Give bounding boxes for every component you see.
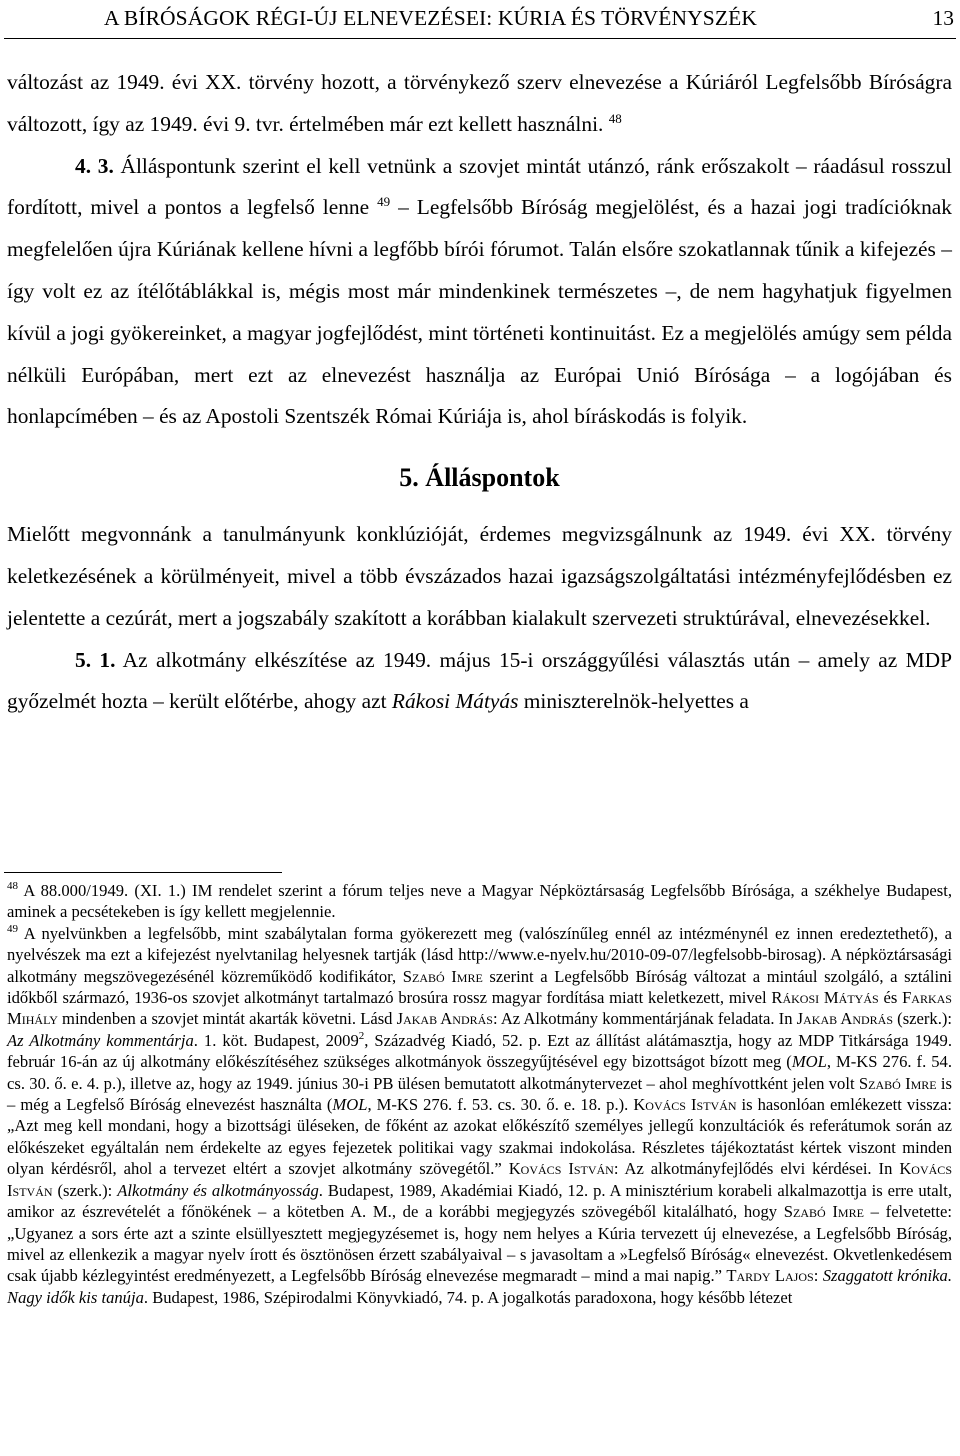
person-name: Rákosi Mátyás bbox=[391, 689, 519, 714]
paragraph-4-3: 4. 3. Álláspontunk szerint el kell vetnünk a szovjet mintát utánzó, ránk erőszakolt – ráadásul rosszul fordított, mivel a pontos a legfelső lenne $^{49}$ – Legfelsőbb Bíróság megjelölést, és a hazai jogi tradícióknak megfelelően újra Kúriának kellene hívni a legfőbb bírói fórumot. Talán elsőre szokatlannak tűnik a kifejezés – így volt ez az ítélőtáblákkal is, mégis most már mindenkinek természetes –, de nem hagyhatjuk figyelmen kívül a jogi gyökereinket, a magyar jogfejlődést, mint történeti kontinuitást. Ez a megjelölés amúgy sem példa nélküli Európában, mert ezt az elnevezést használja az Európai Unió Bírósága – a logójában és honlapcímében – és az Apostoli Szentszék Római Kúriája is, ahol bíráskodás is folyik. bbox=[7, 153, 952, 429]
author-name: Szabó Imre bbox=[402, 966, 483, 986]
author-name: Rákosi Mátyás bbox=[771, 988, 879, 1008]
running-header-title: A BÍRÓSÁGOK RÉGI-ÚJ ELNEVEZÉSEI: KÚRIA ÉS TÖRVÉNYSZÉK bbox=[104, 6, 757, 30]
book-title: Alkotmány és alkotmányosság bbox=[117, 1180, 319, 1200]
running-header bbox=[0, 0, 960, 40]
body-text bbox=[7, 62, 952, 723]
footnote-ref-49[interactable]: 49 bbox=[377, 194, 391, 210]
footnote-ref-48[interactable]: 48 bbox=[608, 110, 622, 126]
archive-abbrev: MOL bbox=[791, 1052, 827, 1072]
paragraph: változást az 1949. évi XX. törvény hozott, a törvénykező szerv elnevezése a Kúriáról Legfelsőbb Bíróságra változott, így az 1949. évi 9. tvr. értelmében már ezt kellett használni. $^{48}$ bbox=[7, 70, 952, 136]
footnote-number: 48 bbox=[7, 880, 18, 892]
edition-superscript: 2 bbox=[358, 1029, 365, 1042]
header-rule bbox=[4, 38, 956, 39]
author-name: Kovács István bbox=[633, 1095, 737, 1115]
paragraph-5-1: 5. 1. Az alkotmány elkészítése az 1949. május 15-i országgyűlési választás után – amely az MDP győzelmét hozta – került előtérbe, ahogy azt Rákosi Mátyás miniszterelnök-helyettes a bbox=[7, 647, 953, 714]
footnote-rule bbox=[4, 872, 282, 873]
paragraph: Mielőtt megvonnánk a tanulmányunk konklúzióját, érdemes megvizsgálnunk az 1949. évi XX. törvény keletkezésének a körülményeit, mivel a több évszázados hazai igazságszolgáltatási intézményfejlődésben ez jelentette a cezúrát, mert a jogszabály szakított a korábban kialakult szervezeti struktúrával, elnevezésekkel. bbox=[7, 522, 952, 630]
page-number: 13 bbox=[932, 6, 954, 30]
section-number-4-3: 4. 3. bbox=[75, 153, 114, 178]
archive-abbrev: MOL bbox=[332, 1095, 368, 1115]
author-name: Tardy Lajos bbox=[726, 1266, 814, 1286]
author-name: Farkas Mihály bbox=[7, 988, 952, 1029]
author-name: Jakab András bbox=[796, 1009, 894, 1029]
author-name: Kovács István bbox=[508, 1159, 614, 1179]
author-name: Kovács István bbox=[7, 1159, 952, 1200]
footnote-49: $^{49}$ A nyelvünkben a legfelsőbb, mint szabálytalan forma gyökerezett meg (valószínűleg ennél az intézménynél ez innen eredeztethető), a nyelvészek ma ezt a kifejezést nyelvtanilag helyesnek tartják (lásd http://www.e-nyelv.hu/2010-09-07/legfelsobb-birosag). A népköztársasági alkotmány megszövegezésénél közreműködő kodifikátor, Szabó Imre szerint a Legfelsőbb Bíróság változat a mintául szolgáló, a sztálini időkből származó, 1936-os szovjet alkotmányt tartalmazó brosúra rossz magyar fordítása miatt keletkezett, mivel Rákosi Mátyás és Farkas Mihály mindenben a szovjet mintát akarták követni. Lásd Jakab András: Az Alkotmány kommentárjának feladata. In Jakab András (szerk.): Az Alkotmány kommentárja. 1. köt. Budapest, 2009$^2$, Századvég Kiadó, 52. p. Ezt az állítást alátámasztja, hogy az MDP Titkársága 1949. február 16-án az új alkotmány előkészítéséhez szükséges alkotmányok összegyűjtésével egy bizottságot bízott meg (MOL, M-KS 276. f. 54. cs. 30. ő. e. 4. p.), illetve az, hogy az 1949. június 30-i PB ülésen bemutatott alkotmánytervezet – ahol meghívottként jelen volt Szabó Imre is – még a Legfelső Bíróság elnevezést használta (MOL, M-KS 276. f. 53. cs. 30. ő. e. 18. p.). Kovács István is hasonlóan emlékezett vissza: „Azt meg kell mondani, hogy a bizottsági üléseken, de főként az azokat előkészítő személyes jellegű konzultációk és referátumok során az előkészeket egyáltalán nem érdekelte az egyes fejezetek politikai vagy szakmai indokolása. Részletes tájékoztatást kértek viszont minden olyan kérdésről, ahol a tervezet eltért a szovjet alkotmány szövegétől.” Kovács István: Az alkotmányfejlődés elvi kérdései. In Kovács István (szerk.): Alkotmány és alkotmányosság. Budapest, 1989, Akadémiai Kiadó, 12. p. A minisztérium korabeli alkalmazottja is erre utalt, amikor az észrevételét a főnökének – a kötetben A. M., de a korábbi megjegyzés szövegéből kitalálható, hogy Szabó Imre – felvetette: „Ugyanez a sors érte azt a szinte elsüllyesztett megjegyzésemet is, hogy nem helyes a Kúria tervezett új elnevezése, a Legfelsőbb Bíróság, mivel az ellenkezik a magyar nyelv írott és ösztönösen érzett szabályaival – s javasoltam a »Legfelső Bíróság« elnevezést. Okvetlenkedésem csak újabb kézlegyintést eredményezett, a Legfelsőbb Bíróság elnevezése megmaradt – mind a mai napig.” Tardy Lajos: Szaggatott krónika. Nagy idők kis tanúja. Budapest, 1986, Szépirodalmi Könyvkiadó, 74. p. A jogalkotás paradoxona, hogy később létezet bbox=[7, 922, 953, 1307]
footnotes bbox=[7, 880, 952, 1308]
author-name: Szabó Imre bbox=[858, 1073, 937, 1093]
section-number-5-1: 5. 1. bbox=[75, 647, 116, 672]
book-title: Az Alkotmány kommentárja bbox=[7, 1030, 194, 1050]
footnote-48: $^{48}$ A 88.000/1949. (XI. 1.) IM rendelet szerint a fórum teljes neve a Magyar Népköztársaság Legfelsőbb Bírósága, a székhelye Budapest, aminek a pecsétekeben is így kellett megjelennie. bbox=[7, 880, 952, 922]
section-heading: 5. Álláspontok bbox=[399, 463, 560, 493]
footnote-number: 49 bbox=[7, 922, 18, 935]
book-title: Szaggatott krónika. Nagy idők kis tanúja bbox=[7, 1266, 952, 1307]
author-name: Jakab András bbox=[396, 1009, 493, 1029]
author-name: Szabó Imre bbox=[783, 1202, 864, 1222]
